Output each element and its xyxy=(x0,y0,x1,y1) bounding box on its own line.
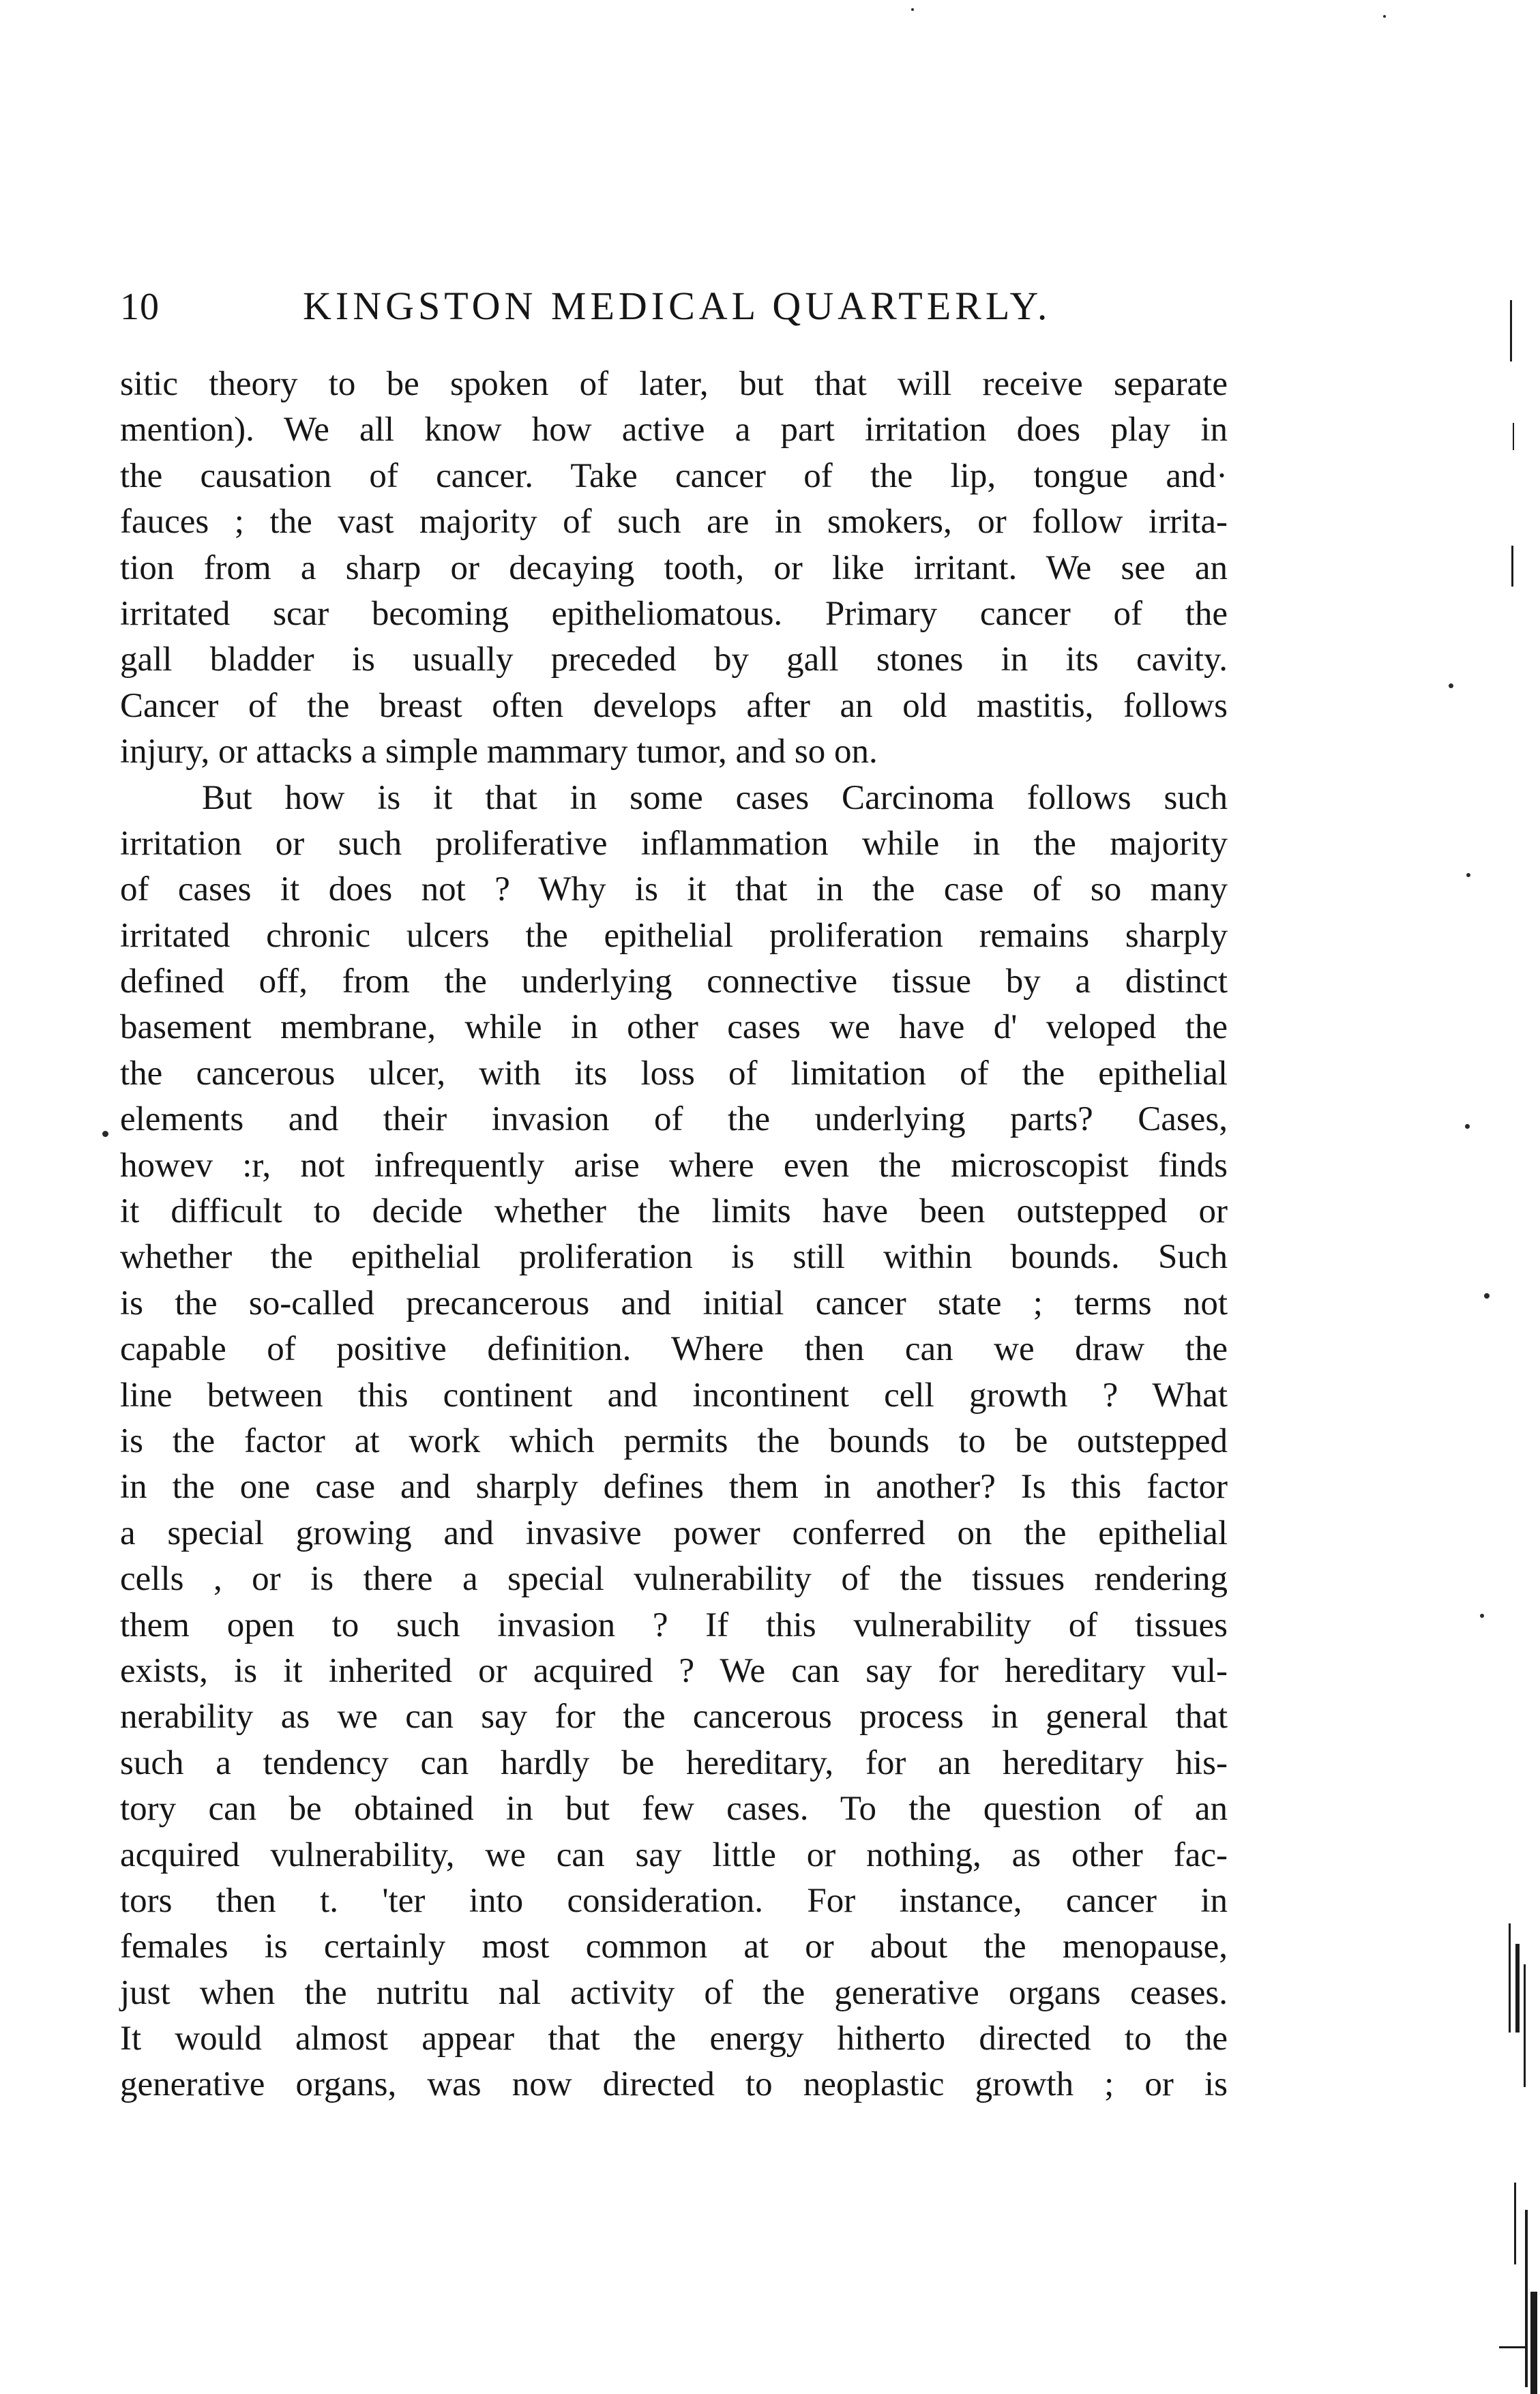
text-line: It would almost appear that the energy hitherto directed to the xyxy=(120,2020,1228,2058)
text-line: tion from a sharp or decaying tooth, or like irritant. We see an xyxy=(120,548,1228,587)
paragraph-last-line: injury, or attacks a simple mammary tumor, and so on. xyxy=(120,733,878,771)
text-line: mention). We all know how active a part irritation does play in xyxy=(120,411,1228,449)
text-line: nerability as we can say for the cancerous process in general that xyxy=(120,1698,1228,1737)
text-line: is the so-called precancerous and initial cancer state ; terms not xyxy=(120,1284,1228,1322)
text-line: the causation of cancer. Take cancer of the lip, tongue and· xyxy=(120,456,1228,495)
scan-speck xyxy=(102,1131,108,1137)
text-line: just when the nutritu nal activity of the generative organs ceases. xyxy=(120,1973,1228,2012)
text-line: line between this continent and incontinent cell growth ? What xyxy=(120,1376,1228,1415)
text-line: it difficult to decide whether the limits have been outstepped or xyxy=(120,1192,1228,1231)
text-line: irritated scar becoming epitheliomatous. Primary cancer of the xyxy=(120,594,1228,633)
text-line: whether the epithelial proliferation is still within bounds. Such xyxy=(120,1238,1228,1277)
text-line: is the factor at work which permits the bounds to be outstepped xyxy=(120,1421,1228,1460)
scan-speck xyxy=(1449,683,1453,688)
paragraph-first-line: But how is it that in some cases Carcinoma follows such xyxy=(202,778,1228,817)
page-number: 10 xyxy=(120,286,160,328)
text-line: Cancer of the breast often develops after an old mastitis, follows xyxy=(120,686,1228,725)
scan-speck xyxy=(911,8,914,11)
text-line: females is certainly most common at or about the menopause, xyxy=(120,1927,1228,1966)
text-line: tory can be obtained in but few cases. To the question of an xyxy=(120,1790,1228,1829)
text-line: irritation or such proliferative inflammation while in the majority xyxy=(120,824,1228,863)
text-line: irritated chronic ulcers the epithelial proliferation remains sharply xyxy=(120,916,1228,955)
text-line: fauces ; the vast majority of such are in smokers, or follow irrita- xyxy=(120,503,1228,542)
text-line: defined off, from the underlying connective tissue by a distinct xyxy=(120,962,1228,1001)
text-line: a special growing and invasive power conferred on the epithelial xyxy=(120,1513,1228,1552)
page-edge-shadow xyxy=(1458,0,1540,2394)
text-line: in the one case and sharply defines them in another? Is this factor xyxy=(120,1468,1228,1507)
text-line: elements and their invasion of the underlying parts? Cases, xyxy=(120,1100,1228,1139)
text-line: howev :r, not infrequently arise where even the microscopist finds xyxy=(120,1146,1228,1185)
text-line: them open to such invasion ? If this vulnerability of tissues xyxy=(120,1606,1228,1644)
text-line: gall bladder is usually preceded by gall stones in its cavity. xyxy=(120,640,1228,679)
scan-speck xyxy=(1383,15,1386,18)
text-line: generative organs, was now directed to neoplastic growth ; or is xyxy=(120,2065,1228,2104)
text-line: acquired vulnerability, we can say little or nothing, as other fac- xyxy=(120,1835,1228,1874)
text-line: the cancerous ulcer, with its loss of limitation of the epithelial xyxy=(120,1054,1228,1093)
text-line: of cases it does not ? Why is it that in the case of so many xyxy=(120,870,1228,909)
running-title: KINGSTON MEDICAL QUARTERLY. xyxy=(303,284,1052,328)
text-line: tors then t. 'ter into consideration. For instance, cancer in xyxy=(120,1881,1228,1920)
text-line: capable of positive definition. Where then can we draw the xyxy=(120,1330,1228,1369)
body-text xyxy=(120,361,1228,2108)
text-line: such a tendency can hardly be hereditary, for an hereditary his- xyxy=(120,1743,1228,1782)
text-line: cells , or is there a special vulnerability of the tissues rendering xyxy=(120,1560,1228,1599)
text-line: basement membrane, while in other cases we have d' veloped the xyxy=(120,1008,1228,1047)
text-line: sitic theory to be spoken of later, but that will receive separate xyxy=(120,365,1228,403)
text-line: exists, is it inherited or acquired ? We can say for hereditary vul- xyxy=(120,1651,1228,1690)
